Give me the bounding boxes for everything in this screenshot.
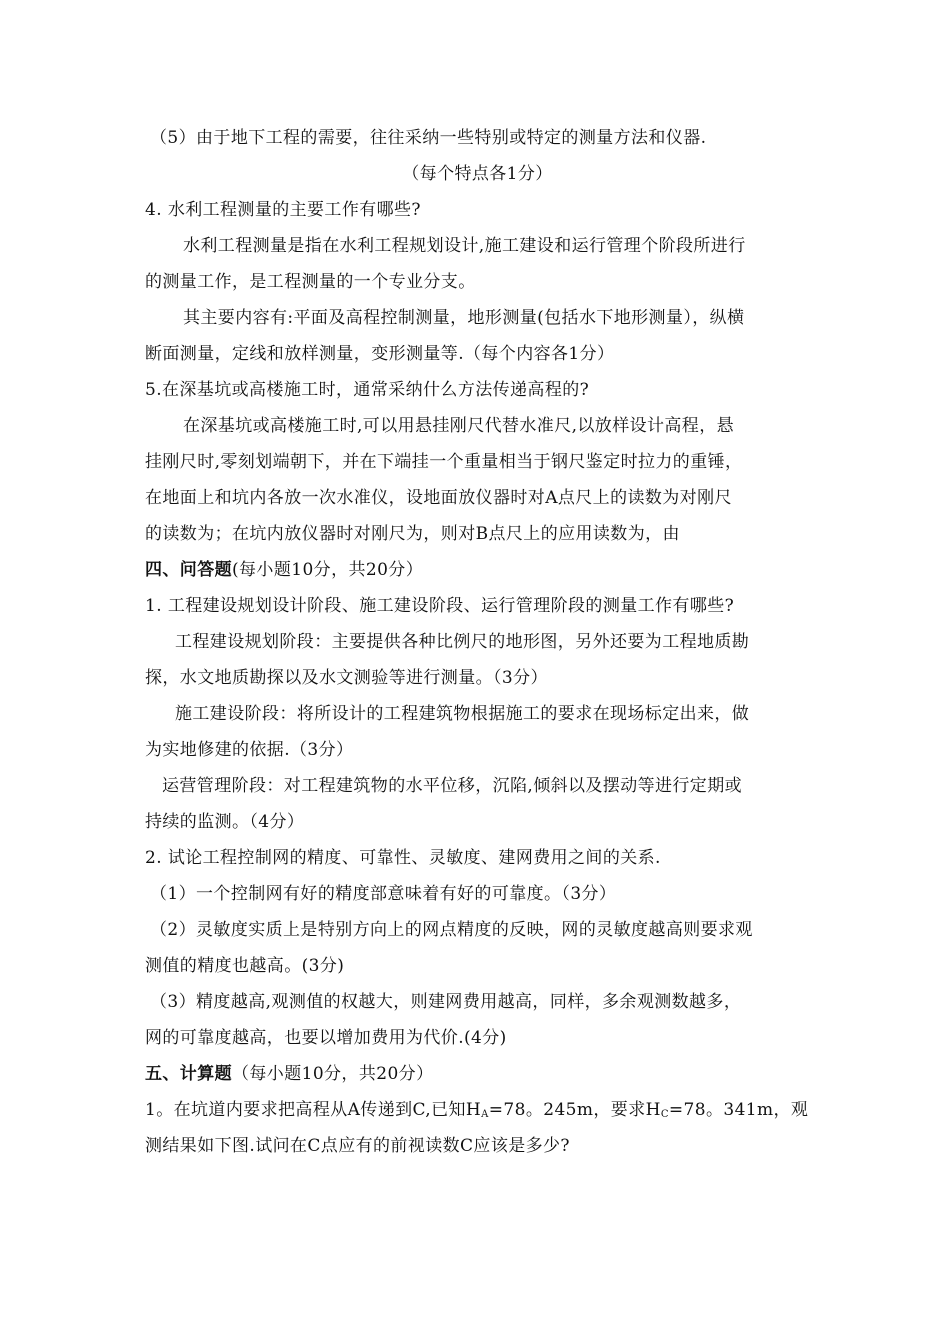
para-line: 测结果如下图.试问在C点应有的前视读数C应该是多少?	[145, 1136, 570, 1156]
question-1: 1. 工程建设规划设计阶段、施工建设阶段、运行管理阶段的测量工作有哪些?	[145, 596, 735, 616]
text-part: =78。245m，要求H	[488, 1100, 661, 1120]
section-score: (每小题10分，共20分）	[232, 560, 424, 580]
para-line: 为实地修建的依据.（3分）	[145, 740, 354, 760]
subscript: C	[660, 1109, 669, 1120]
para-line: 运营管理阶段：对工程建筑物的水平位移，沉陷,倾斜以及摆动等进行定期或	[162, 776, 743, 796]
para-line: 工程建设规划阶段：主要提供各种比例尺的地形图，另外还要为工程地质勘	[175, 632, 750, 652]
para-line: 探，水文地质勘探以及水文测验等进行测量。（3分）	[145, 668, 548, 688]
para-line: 其主要内容有:平面及高程控制测量，地形测量(包括水下地形测量），纵横	[183, 308, 745, 328]
text-part: =78。341m，观	[668, 1100, 809, 1120]
para-line: 在地面上和坑内各放一次水准仪，设地面放仪器时对A点尺上的读数为对刚尺	[145, 488, 732, 508]
para-line: （3）精度越高,观测值的权越大，则建网费用越高，同样，多余观测数越多，	[150, 992, 742, 1012]
para-line: 断面测量，定线和放样测量，变形测量等.（每个内容各1分）	[145, 344, 615, 364]
para-line: 网的可靠度越高，也要以增加费用为代价.(4分)	[145, 1028, 507, 1048]
section-title: 五、计算题	[145, 1064, 232, 1084]
question-5: 5.在深基坑或高楼施工时，通常采纳什么方法传递高程的?	[145, 380, 590, 400]
section-score: （每小题10分，共20分）	[232, 1064, 434, 1084]
para-line: （2）灵敏度实质上是特别方向上的网点精度的反映，网的灵敏度越高则要求观	[150, 920, 753, 940]
para-line: 的测量工作，是工程测量的一个专业分支。	[145, 272, 476, 292]
para-line: 施工建设阶段：将所设计的工程建筑物根据施工的要求在现场标定出来，做	[175, 704, 750, 724]
para-line: （1）一个控制网有好的精度部意味着有好的可靠度。（3分）	[150, 884, 617, 904]
para-line: 持续的监测。（4分）	[145, 812, 305, 832]
subscript: A	[481, 1109, 489, 1120]
score-note: （每个特点各1分）	[402, 164, 553, 184]
calc-question-1	[145, 1097, 810, 1128]
para-line: （5）由于地下工程的需要，往往采纳一些特别或特定的测量方法和仪器.	[150, 128, 707, 148]
section-title: 四、问答题	[145, 560, 232, 580]
para-line: 测值的精度也越高。(3分)	[145, 956, 345, 976]
para-line: 挂刚尺时,零刻划端朝下，并在下端挂一个重量相当于钢尺鉴定时拉力的重锤，	[145, 452, 743, 472]
para-line: 在深基坑或高楼施工时,可以用悬挂刚尺代替水准尺,以放样设计高程，悬	[183, 416, 735, 436]
question-2: 2. 试论工程控制网的精度、可靠性、灵敏度、建网费用之间的关系.	[145, 848, 661, 868]
section-heading-5	[145, 1061, 810, 1087]
text-part: 1。在坑道内要求把高程从A传递到C,已知H	[145, 1100, 482, 1120]
section-heading-4	[145, 557, 810, 583]
para-line: 水利工程测量是指在水利工程规划设计,施工建设和运行管理个阶段所进行	[183, 236, 746, 256]
para-line: 的读数为；在坑内放仪器时对刚尺为，则对B点尺上的应用读数为，由	[145, 524, 680, 544]
question-4: 4. 水利工程测量的主要工作有哪些?	[145, 200, 421, 220]
